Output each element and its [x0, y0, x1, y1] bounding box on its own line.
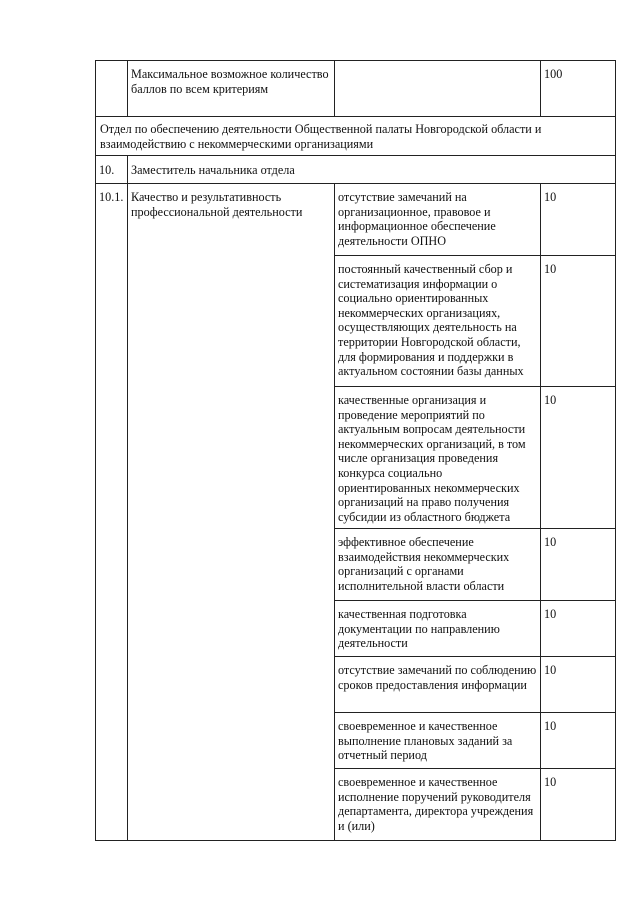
indicator-points: 10 — [541, 529, 616, 601]
criterion-title: Качество и результативность профессиональной деятельности — [128, 184, 335, 841]
indicator-text: своевременное и качественное выполнение плановых заданий за отчетный период — [335, 713, 541, 769]
table-cell-empty — [335, 61, 541, 117]
criterion-number: 10.1. — [96, 184, 128, 841]
indicator-points: 10 — [541, 184, 616, 256]
table-row — [96, 184, 616, 256]
indicator-points: 10 — [541, 769, 616, 841]
max-points-label: Максимальное возможное количество баллов по всем критериям — [128, 61, 335, 117]
position-title: Заместитель начальника отдела — [128, 156, 616, 184]
criteria-table — [95, 60, 616, 841]
section-title: Отдел по обеспечению деятельности Общественной палаты Новгородской области и взаимодействию с некоммерческими организациями — [96, 117, 616, 156]
indicator-points: 10 — [541, 601, 616, 657]
indicator-text: отсутствие замечаний по соблюдению сроков предоставления информации — [335, 657, 541, 713]
indicator-text: качественные организация и проведение мероприятий по актуальным вопросам деятельности некоммерческих организаций, в том числе организация проведения конкурса социально ориентированных некоммерческих организаций на право получения субсидии из областного бюджета — [335, 387, 541, 529]
indicator-text: эффективное обеспечение взаимодействия некоммерческих организаций с органами исполнительной власти области — [335, 529, 541, 601]
max-points-value: 100 — [541, 61, 616, 117]
indicator-points: 10 — [541, 713, 616, 769]
table-row-position — [96, 156, 616, 184]
indicator-text: качественная подготовка документации по направлению деятельности — [335, 601, 541, 657]
indicator-points: 10 — [541, 657, 616, 713]
indicator-points: 10 — [541, 256, 616, 387]
indicator-points: 10 — [541, 387, 616, 529]
indicator-text: своевременное и качественное исполнение поручений руководителя департамента, директора учреждения и (или) — [335, 769, 541, 841]
table-row-section — [96, 117, 616, 156]
indicator-text: отсутствие замечаний на организационное, правовое и информационное обеспечение деятельности ОПНО — [335, 184, 541, 256]
table-row-max-points — [96, 61, 616, 117]
position-number: 10. — [96, 156, 128, 184]
table-cell-empty — [96, 61, 128, 117]
indicator-text: постоянный качественный сбор и систематизация информации о социально ориентированных некоммерческих организациях, осуществляющих деятельность на территории Новгородской области, для формирования и поддержки в актуальном состоянии базы данных — [335, 256, 541, 387]
